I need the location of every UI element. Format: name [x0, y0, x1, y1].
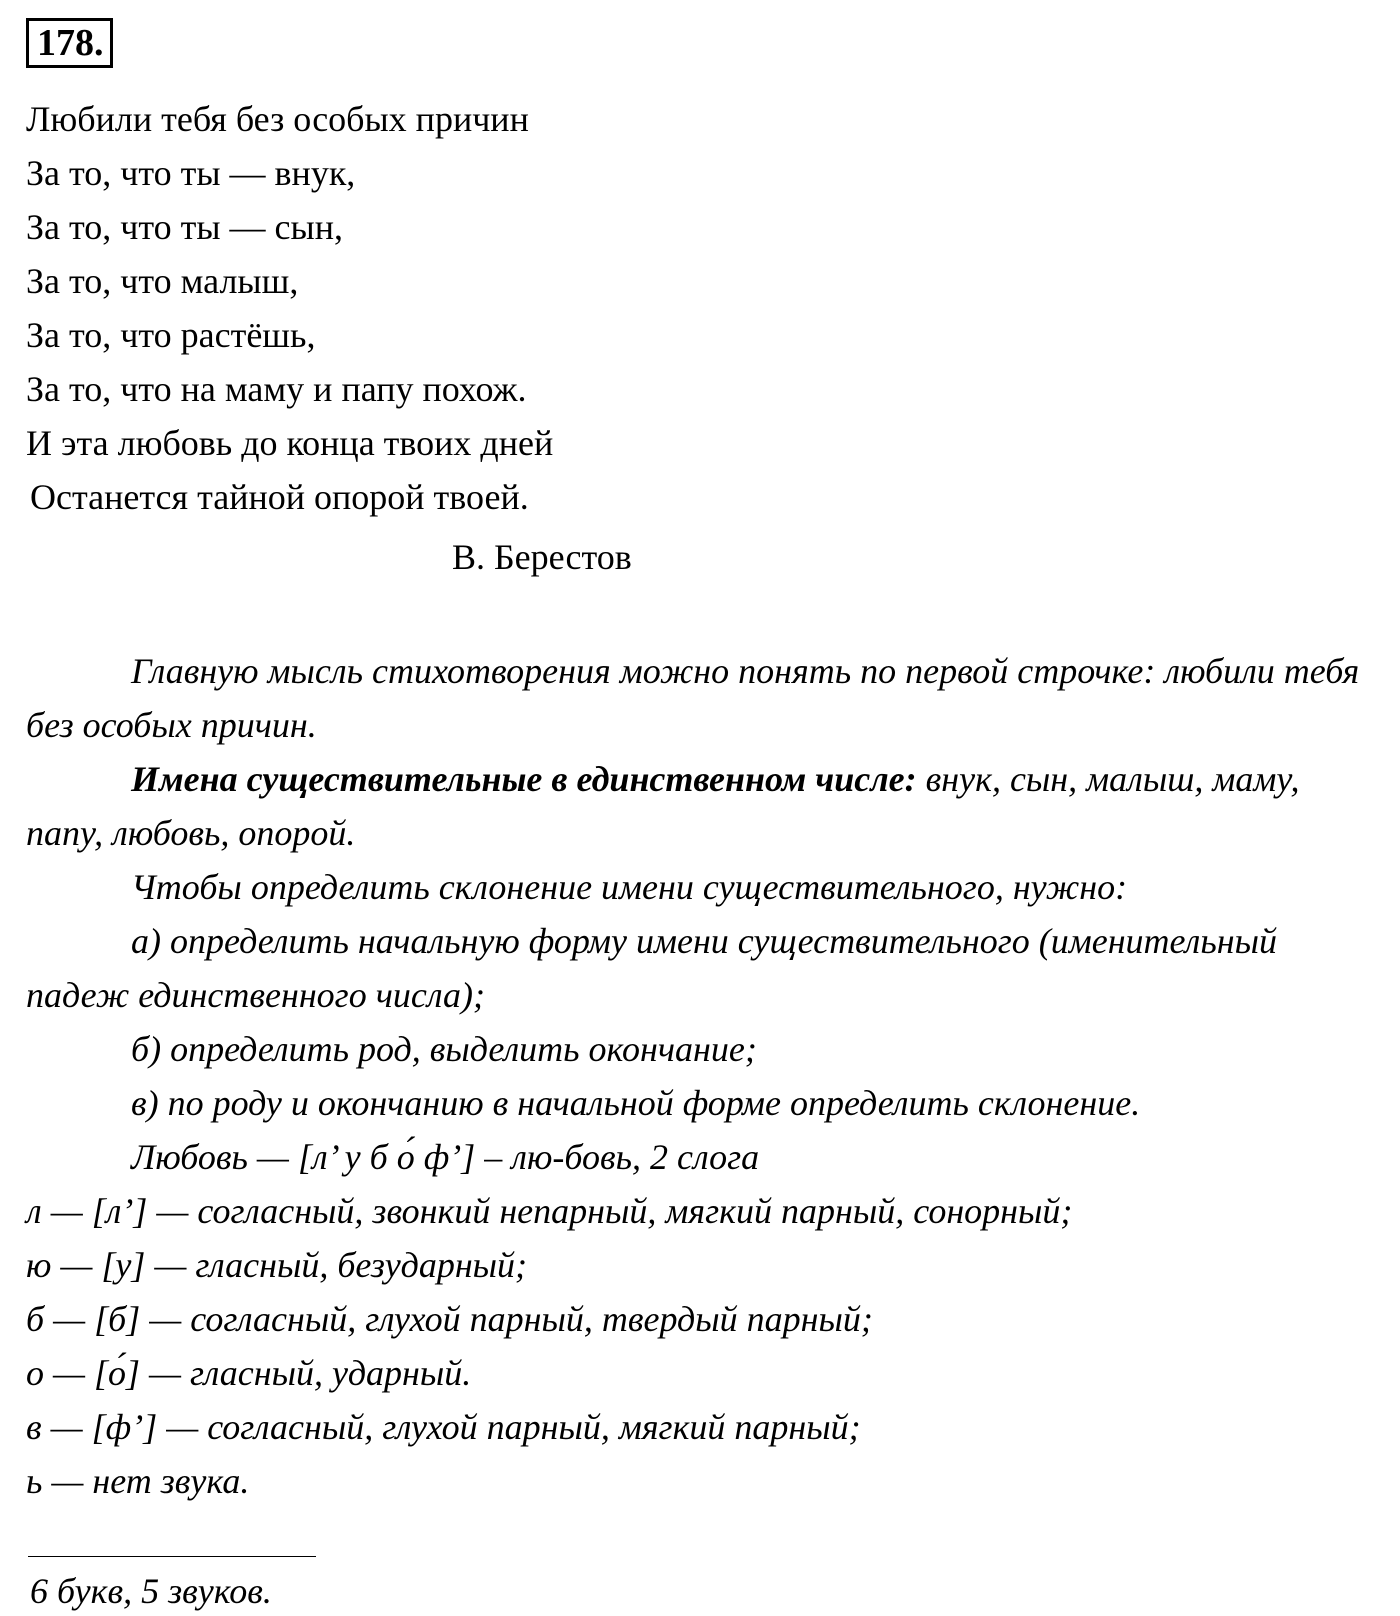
declension-step-c: в) по роду и окончанию в начальной форме определить склонение.: [131, 1083, 1141, 1123]
phonetic-line: о — [о́] — гласный, ударный.: [26, 1353, 472, 1393]
poem-line: Любили тебя без особых причин: [26, 99, 529, 139]
poem-line: И эта любовь до конца твоих дней: [26, 423, 554, 463]
nouns-heading: Имена существительные в единственном числе:: [131, 759, 917, 799]
poem-line: За то, что ты — внук,: [26, 153, 356, 193]
poem-line: За то, что на маму и папу похож.: [26, 369, 527, 409]
phonetic-line: л — [л’] — согласный, звонкий непарный, мягкий парный, сонорный;: [26, 1191, 1073, 1231]
declension-step-a: а) определить начальную форму имени существительного (именительный падеж единственного числа);: [26, 921, 1277, 1015]
footnote-divider: [28, 1556, 316, 1557]
solution-text: [26, 644, 1376, 1508]
main-idea-paragraph: Главную мысль стихотворения можно понять по первой строчке: любили тебя без особых причин.: [26, 651, 1360, 745]
poem-line: За то, что ты — сын,: [26, 207, 343, 247]
poem-line: За то, что растёшь,: [26, 315, 316, 355]
phonetic-line: б — [б] — согласный, глухой парный, твердый парный;: [26, 1299, 873, 1339]
poem-author: В. Берестов: [452, 537, 632, 577]
phonetic-header: Любовь — [л’ у б о́ ф’] – лю-бовь, 2 слога: [131, 1137, 760, 1177]
nouns-paragraph: [26, 752, 1376, 860]
poem: [26, 92, 553, 524]
poem-line: Останется тайной опорой твоей.: [30, 477, 529, 517]
phonetic-line: ь — нет звука.: [26, 1461, 250, 1501]
nouns-list: внук, сын, малыш, маму, папу, любовь, опорой.: [26, 759, 1300, 853]
phonetic-line: ю — [у] — гласный, безударный;: [26, 1245, 528, 1285]
footnote: 6 букв, 5 звуков.: [30, 1571, 272, 1611]
phonetic-line: в — [ф’] — согласный, глухой парный, мягкий парный;: [26, 1407, 861, 1447]
declension-intro: Чтобы определить склонение имени существительного, нужно:: [131, 867, 1128, 907]
task-number-box: 178.: [26, 18, 113, 68]
declension-step-b: б) определить род, выделить окончание;: [131, 1029, 757, 1069]
poem-line: За то, что малыш,: [26, 261, 299, 301]
